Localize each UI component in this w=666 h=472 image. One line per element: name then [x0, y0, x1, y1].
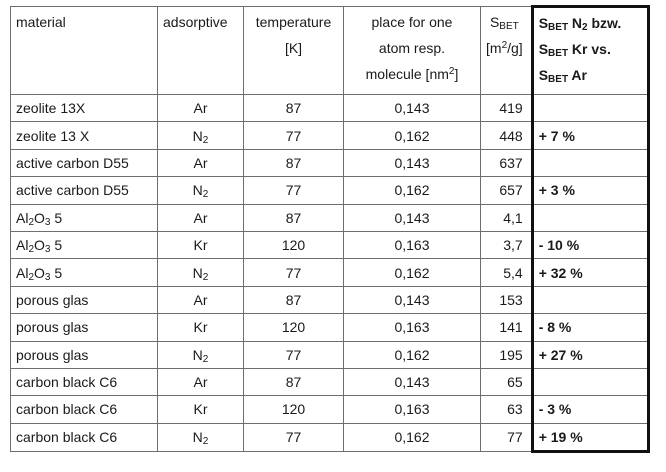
cell-material [11, 423, 158, 451]
cell-place: 0,143 [344, 95, 481, 122]
cell-adsorptive [158, 396, 244, 423]
cell-temperature: 77 [244, 423, 344, 451]
cell-temperature: 87 [244, 286, 344, 313]
cell-place: 0,163 [344, 314, 481, 341]
adsorptive-text: Ar [193, 374, 208, 391]
cell-sbet: 657 [481, 177, 533, 204]
cell-adsorptive [158, 122, 244, 149]
header-place-exponent: 2 [448, 66, 455, 77]
cell-place: 0,143 [344, 204, 481, 231]
cell-place: 0,143 [344, 149, 481, 176]
header-row [11, 7, 649, 95]
cell-material [11, 314, 158, 341]
material-text: porous glas [16, 346, 89, 363]
adsorptive-subscript: 2 [202, 271, 209, 283]
cell-sbet: 4,1 [481, 204, 533, 231]
cell-ratio: - 8 % [532, 314, 648, 341]
material-text: Al [16, 237, 29, 254]
adsorptive-text: N [192, 264, 203, 281]
material-text: zeolite 13X [16, 100, 86, 117]
material-text: Al [16, 264, 29, 281]
cell-adsorptive [158, 204, 244, 231]
bet-surface-area-table [10, 5, 650, 453]
cell-material [11, 204, 158, 231]
cell-material [11, 341, 158, 368]
header-temperature-unit: [K] [284, 40, 303, 56]
material-subscript: 3 [44, 216, 51, 228]
cell-place: 0,162 [344, 122, 481, 149]
cell-temperature: 120 [244, 396, 344, 423]
adsorptive-text: N [192, 346, 203, 363]
header-adsorptive-label: adsorptive [163, 14, 228, 30]
material-text: porous glas [16, 291, 89, 308]
cell-adsorptive [158, 177, 244, 204]
header-sbet [481, 7, 533, 95]
cell-temperature: 120 [244, 314, 344, 341]
material-text: carbon black C6 [16, 374, 118, 391]
header-place-line2: atom resp. [378, 40, 446, 56]
cell-temperature: 87 [244, 204, 344, 231]
cell-adsorptive [158, 259, 244, 286]
cell-sbet: 419 [481, 95, 533, 122]
cell-place: 0,162 [344, 423, 481, 451]
adsorptive-text: Ar [193, 154, 208, 171]
table-row [11, 177, 649, 204]
table-row [11, 396, 649, 423]
cell-sbet: 637 [481, 149, 533, 176]
adsorptive-text: N [192, 127, 203, 144]
header-ratio [532, 7, 648, 95]
table-row [11, 149, 649, 176]
cell-adsorptive [158, 231, 244, 258]
table-row [11, 423, 649, 451]
header-adsorptive [158, 7, 244, 95]
cell-adsorptive [158, 95, 244, 122]
header-place-end: ] [454, 66, 459, 82]
cell-temperature: 87 [244, 95, 344, 122]
adsorptive-subscript: 2 [202, 189, 209, 201]
table-row [11, 341, 649, 368]
cell-temperature: 77 [244, 341, 344, 368]
cell-ratio: + 19 % [532, 423, 648, 451]
table-row [11, 95, 649, 122]
cell-place: 0,162 [344, 341, 481, 368]
cell-adsorptive [158, 286, 244, 313]
cell-ratio: + 3 % [532, 177, 648, 204]
table-row [11, 314, 649, 341]
header-ratio-l2-text: Kr vs. [568, 41, 611, 57]
cell-adsorptive [158, 149, 244, 176]
adsorptive-subscript: 2 [202, 134, 209, 146]
header-ratio-l2-subscript: BET [548, 48, 569, 59]
cell-ratio: - 10 % [532, 231, 648, 258]
adsorptive-text: N [192, 182, 203, 199]
cell-material [11, 259, 158, 286]
cell-material [11, 122, 158, 149]
adsorptive-text: Ar [193, 291, 208, 308]
cell-temperature: 120 [244, 231, 344, 258]
header-place-line1: place for one [371, 14, 453, 30]
adsorptive-text: N [192, 429, 203, 446]
header-material-label: material [16, 14, 66, 30]
header-temperature [244, 7, 344, 95]
header-place-line3: molecule [nm [365, 66, 449, 82]
cell-sbet: 65 [481, 368, 533, 395]
cell-ratio [532, 368, 648, 395]
cell-material [11, 149, 158, 176]
material-subscript: 2 [28, 271, 35, 283]
cell-material [11, 396, 158, 423]
material-text: 5 [50, 264, 63, 281]
cell-adsorptive [158, 314, 244, 341]
table-body [11, 95, 649, 452]
table-row [11, 231, 649, 258]
cell-temperature: 77 [244, 122, 344, 149]
adsorptive-text: Ar [193, 100, 208, 117]
material-text: O [34, 209, 45, 226]
material-text: active carbon D55 [16, 154, 129, 171]
material-text: O [34, 237, 45, 254]
header-sbet-unit-open: [m [486, 40, 502, 56]
table-row [11, 204, 649, 231]
material-text: carbon black C6 [16, 429, 118, 446]
header-ratio-l1-subscript2: 2 [582, 22, 588, 33]
material-text: Al [16, 209, 29, 226]
cell-temperature: 87 [244, 368, 344, 395]
cell-sbet: 77 [481, 423, 533, 451]
cell-sbet: 63 [481, 396, 533, 423]
header-sbet-unit-exponent: 2 [501, 40, 508, 51]
table-row [11, 286, 649, 313]
material-text: 5 [50, 237, 63, 254]
cell-material [11, 231, 158, 258]
cell-material [11, 368, 158, 395]
header-ratio-l3-subscript: BET [548, 74, 569, 85]
cell-place: 0,162 [344, 177, 481, 204]
cell-ratio: + 27 % [532, 341, 648, 368]
cell-temperature: 77 [244, 259, 344, 286]
header-place [344, 7, 481, 95]
header-sbet-unit-close: /g] [507, 40, 523, 56]
cell-place: 0,163 [344, 396, 481, 423]
header-ratio-l1-end: bzw. [587, 15, 622, 31]
cell-sbet: 141 [481, 314, 533, 341]
adsorptive-text: Kr [193, 319, 208, 336]
header-ratio-l1-text: N [568, 15, 583, 31]
header-sbet-symbol: S [489, 14, 500, 30]
material-text: active carbon D55 [16, 182, 129, 199]
cell-place: 0,143 [344, 368, 481, 395]
cell-sbet: 448 [481, 122, 533, 149]
table-row [11, 122, 649, 149]
cell-sbet: 195 [481, 341, 533, 368]
header-ratio-l1-subscript: BET [548, 22, 569, 33]
header-ratio-l3-text: Ar [568, 67, 587, 83]
cell-ratio: + 32 % [532, 259, 648, 286]
header-temperature-label: temperature [255, 14, 332, 30]
header-material [11, 7, 158, 95]
adsorptive-subscript: 2 [202, 436, 209, 448]
cell-material [11, 286, 158, 313]
cell-sbet: 3,7 [481, 231, 533, 258]
cell-place: 0,163 [344, 231, 481, 258]
material-subscript: 3 [44, 244, 51, 256]
material-text: carbon black C6 [16, 401, 118, 418]
material-text: O [34, 264, 45, 281]
header-sbet-subscript: BET [499, 21, 519, 32]
material-subscript: 2 [28, 244, 35, 256]
cell-ratio: + 7 % [532, 122, 648, 149]
cell-sbet: 153 [481, 286, 533, 313]
header-ratio-l1-symbol: S [538, 15, 549, 31]
material-text: zeolite 13 X [16, 127, 90, 144]
table-row [11, 368, 649, 395]
material-text: porous glas [16, 319, 89, 336]
cell-ratio [532, 286, 648, 313]
cell-temperature: 77 [244, 177, 344, 204]
cell-sbet: 5,4 [481, 259, 533, 286]
material-subscript: 3 [44, 271, 51, 283]
adsorptive-text: Ar [193, 209, 208, 226]
header-ratio-l3-symbol: S [538, 67, 549, 83]
cell-adsorptive [158, 368, 244, 395]
cell-ratio [532, 149, 648, 176]
material-text: 5 [50, 209, 63, 226]
cell-ratio: - 3 % [532, 396, 648, 423]
adsorptive-text: Kr [193, 237, 208, 254]
cell-material [11, 95, 158, 122]
cell-place: 0,143 [344, 286, 481, 313]
bet-table-container [10, 5, 650, 453]
cell-material [11, 177, 158, 204]
adsorptive-text: Kr [193, 401, 208, 418]
table-row [11, 259, 649, 286]
cell-adsorptive [158, 341, 244, 368]
cell-adsorptive [158, 423, 244, 451]
cell-ratio [532, 204, 648, 231]
adsorptive-subscript: 2 [202, 353, 209, 365]
header-ratio-l2-symbol: S [538, 41, 549, 57]
cell-ratio [532, 95, 648, 122]
material-subscript: 2 [28, 216, 35, 228]
cell-temperature: 87 [244, 149, 344, 176]
cell-place: 0,162 [344, 259, 481, 286]
